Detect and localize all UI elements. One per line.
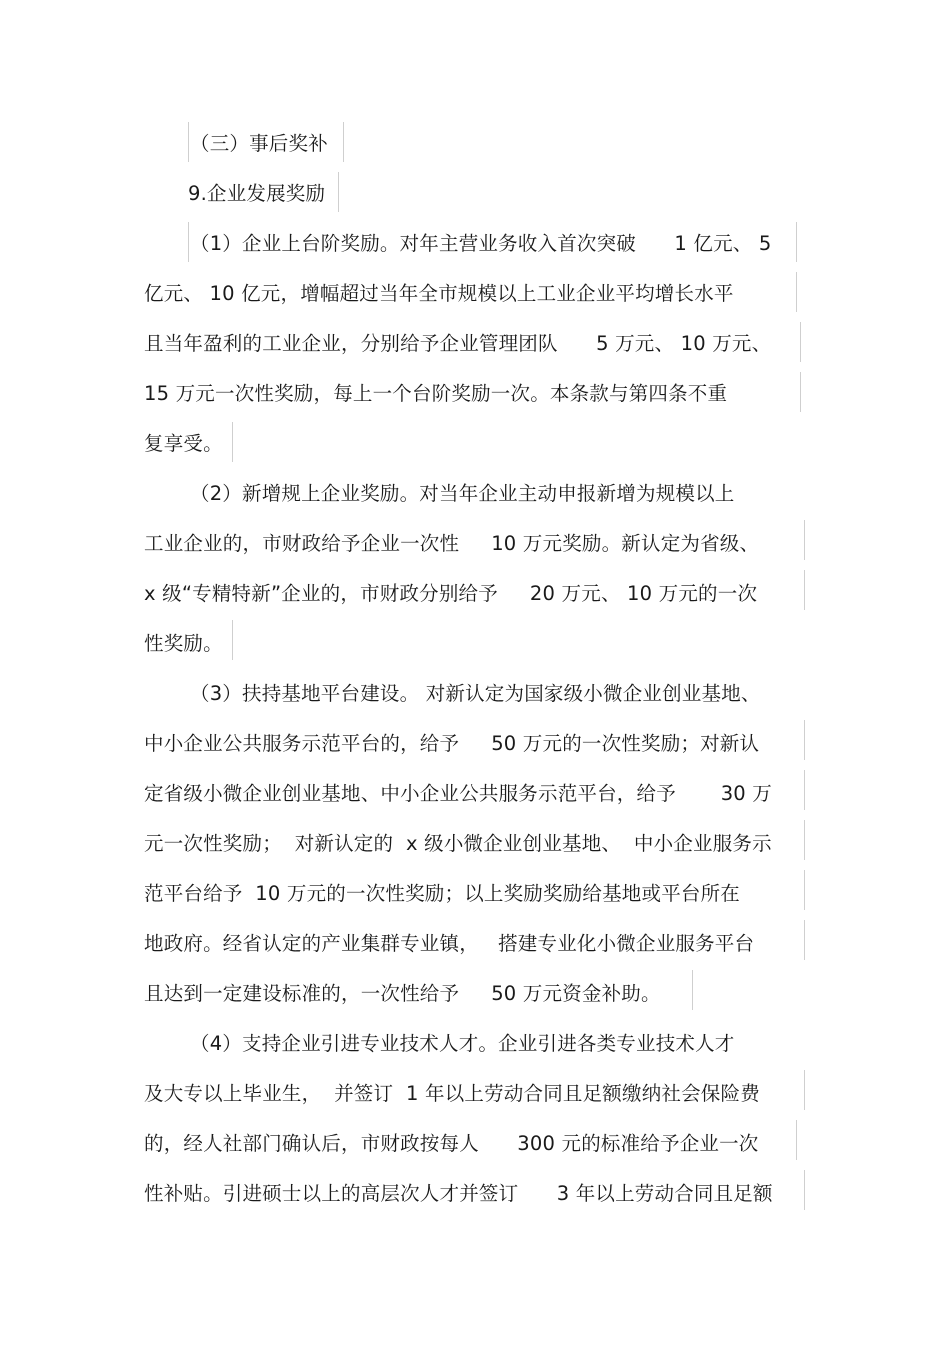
rule-mark (188, 222, 189, 262)
paragraph-line: x 级“专精特新”企业的，市财政分别给予 20 万元、 10 万元的一次 (144, 582, 758, 605)
paragraph-line: 性奖励。 (144, 632, 223, 655)
paragraph-line: 定省级小微企业创业基地、中小企业公共服务示范平台，给予 30 万 (144, 782, 773, 805)
rule-mark (804, 820, 805, 860)
rule-mark (796, 1120, 797, 1160)
paragraph-line: 且当年盈利的工业企业，分别给予企业管理团队 5 万元、 10 万元、 (144, 332, 772, 355)
paragraph-line: 复享受。 (144, 432, 223, 455)
rule-mark (338, 172, 339, 212)
paragraph-line: 元一次性奖励； 对新认定的 x 级小微企业创业基地、 中小企业服务示 (144, 832, 772, 855)
rule-mark (232, 620, 233, 660)
rule-mark (804, 570, 805, 610)
rule-mark (796, 272, 797, 312)
rule-mark (692, 970, 693, 1010)
rule-mark (804, 520, 805, 560)
rule-mark (804, 1170, 805, 1210)
paragraph-line: 中小企业公共服务示范平台的，给予 50 万元的一次性奖励；对新认 (144, 732, 760, 755)
paragraph-line: 性补贴。引进硕士以上的高层次人才并签订 3 年以上劳动合同且足额 (144, 1182, 773, 1205)
rule-mark (804, 870, 805, 910)
rule-mark (188, 122, 189, 162)
rule-mark (804, 720, 805, 760)
rule-mark (804, 770, 805, 810)
paragraph-line: （3）扶持基地平台建设。 对新认定为国家级小微企业创业基地、 (190, 682, 761, 705)
rule-mark (796, 222, 797, 262)
paragraph-line: 范平台给予 10 万元的一次性奖励；以上奖励奖励给基地或平台所在 (144, 882, 741, 905)
paragraph-line: （1）企业上台阶奖励。对年主营业务收入首次突破 1 亿元、 5 (190, 232, 772, 255)
paragraph-line: 地政府。经省认定的产业集群专业镇， 搭建专业化小微企业服务平台 (144, 932, 755, 955)
rule-mark (800, 372, 801, 412)
section-heading: （三）事后奖补 (190, 132, 328, 155)
rule-mark (343, 122, 344, 162)
paragraph-line: 的，经人社部门确认后，市财政按每人 300 元的标准给予企业一次 (144, 1132, 759, 1155)
paragraph-line: 且达到一定建设标准的，一次性给予 50 万元资金补助。 (144, 982, 661, 1005)
paragraph-line: （2）新增规上企业奖励。对当年企业主动申报新增为规模以上 (190, 482, 735, 505)
item-heading: 9.企业发展奖励 (188, 182, 326, 205)
paragraph-line: 及大专以上毕业生， 并签订 1 年以上劳动合同且足额缴纳社会保险费 (144, 1082, 760, 1105)
rule-mark (232, 422, 233, 462)
rule-mark (804, 1070, 805, 1110)
rule-mark (804, 920, 805, 960)
paragraph-line: （4）支持企业引进专业技术人才。企业引进各类专业技术人才 (190, 1032, 735, 1055)
paragraph-line: 亿元、 10 亿元，增幅超过当年全市规模以上工业企业平均增长水平 (144, 282, 734, 305)
rule-mark (800, 322, 801, 362)
paragraph-line: 15 万元一次性奖励，每上一个台阶奖励一次。本条款与第四条不重 (144, 382, 728, 405)
paragraph-line: 工业企业的，市财政给予企业一次性 10 万元奖励。新认定为省级、 (144, 532, 760, 555)
